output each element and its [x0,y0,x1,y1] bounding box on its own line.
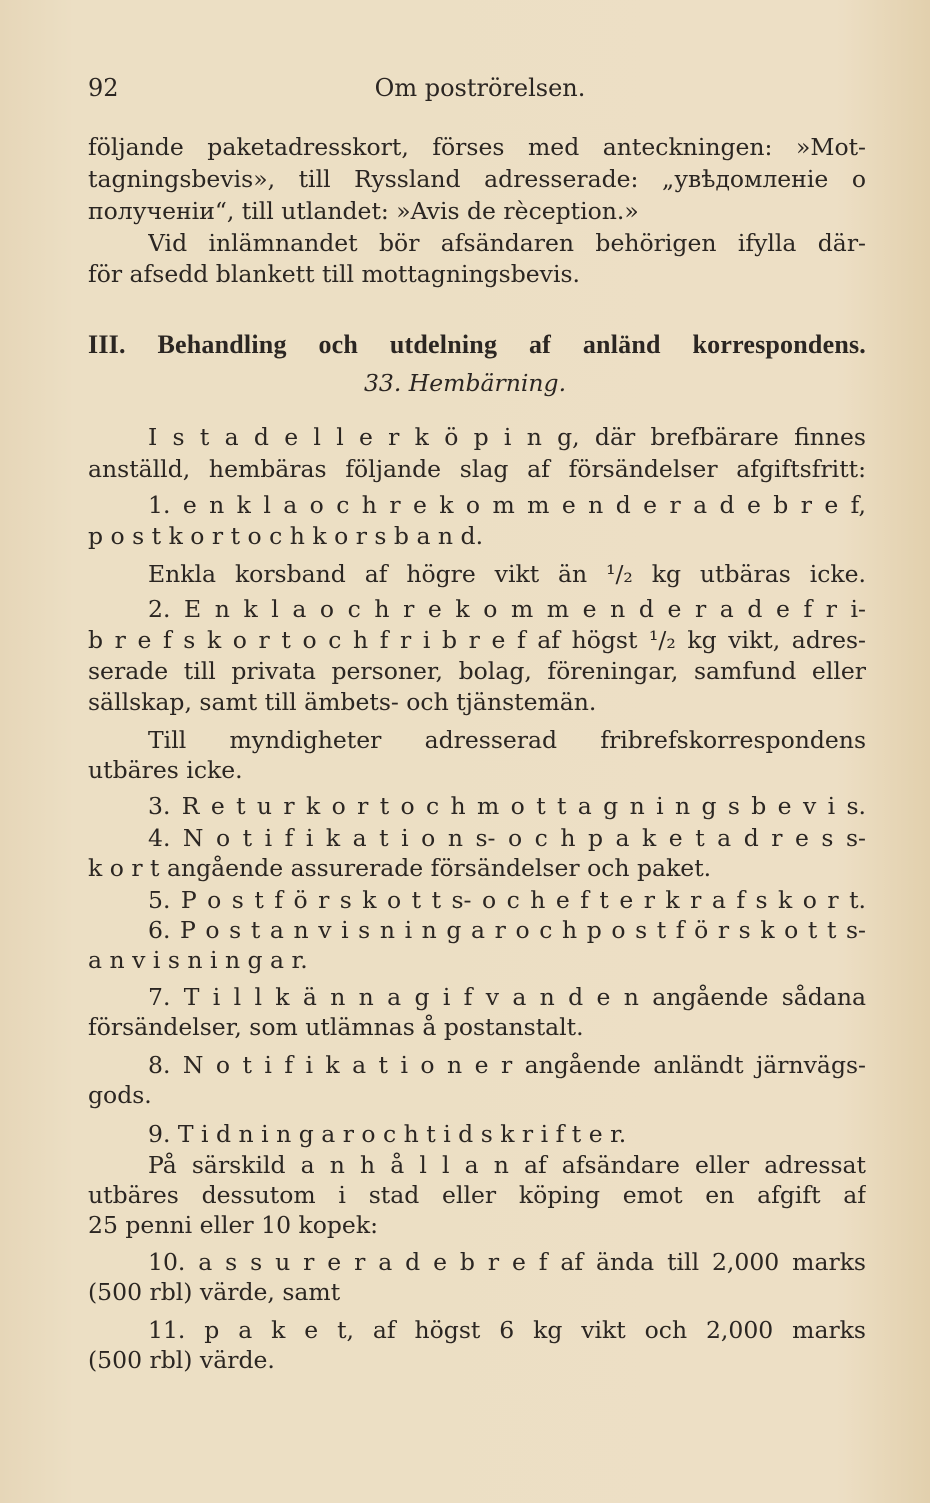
text-line: 6. P o s t a n v i s n i n g a r o c h p o s t f ö r s k o t t s- [148,916,866,944]
text-line: 4. N o t i f i k a t i o n s- o c h p a k e t a d r e s s- [148,824,866,852]
subsection-heading: 33. Hembärning. [363,369,567,397]
text-line: k o r t angående assurerade försändelser och paket. [88,854,712,882]
text-line: Enkla korsband af högre vikt än ¹/₂ kg utbäras icke. [148,560,866,588]
text-line: 1. e n k l a o c h r e k o m m e n d e r a d e b r e f, [148,491,866,519]
text-line: (500 rbl) värde, samt [88,1278,341,1306]
text-line: följande paketadresskort, förses med anteckningen: »Mot- [88,133,866,161]
text-line: 5. P o s t f ö r s k o t t s- o c h e f t e r k r a f s k o r t. [148,886,866,914]
text-line: försändelser, som utlämnas å postanstalt. [88,1013,584,1041]
running-title: Om poströrelsen. [374,74,586,102]
section-heading: III. Behandling och utdelning af anländ korrespondens. [88,330,866,359]
text-line: Till myndigheter adresserad fribrefskorrespondens [148,726,866,754]
text-line: Vid inlämnandet bör afsändaren behörigen ifylla där- [148,229,866,257]
text-line: (500 rbl) värde. [88,1346,275,1374]
text-line: tagningsbevis», till Ryssland adresserade: „увѣдомленіе о [88,165,866,193]
text-line: b r e f s k o r t o c h f r i b r e f af högst ¹/₂ kg vikt, adres- [88,626,866,654]
text-line: anställd, hembäras följande slag af försändelser afgiftsfritt: [88,455,866,483]
text-line: a n v i s n i n g a r. [88,946,308,974]
text-line: 3. R e t u r k o r t o c h m o t t a g n i n g s b e v i s. [148,792,866,820]
text-line: sällskap, samt till ämbets- och tjänstemän. [88,688,597,716]
text-line: 7. T i l l k ä n n a g i f v a n d e n angående sådana [148,983,866,1011]
page-number: 92 [88,74,119,102]
text-line: På särskild a n h å l l a n af afsändare eller adressat [148,1151,866,1179]
text-line: för afsedd blankett till mottagningsbevis. [88,260,580,288]
text-line: serade till privata personer, bolag, föreningar, samfund eller [88,657,866,685]
text-line: utbäres dessutom i stad eller köping emot en afgift af [88,1181,866,1209]
text-line: 11. p a k e t, af högst 6 kg vikt och 2,000 marks [148,1316,866,1344]
text-line: 2. E n k l a o c h r e k o m m e n d e r a d e f r i- [148,595,866,623]
text-line: 8. N o t i f i k a t i o n e r angående anländt järnvägs- [148,1051,866,1079]
text-line: utbäres icke. [88,756,243,784]
text-line: I s t a d e l l e r k ö p i n g, där brefbärare finnes [148,423,866,451]
text-line: p o s t k o r t o c h k o r s b a n d. [88,522,484,550]
text-line: 10. a s s u r e r a d e b r e f af ända till 2,000 marks [148,1248,866,1276]
text-line: 9. T i d n i n g a r o c h t i d s k r i f t e r. [148,1120,627,1148]
text-line: полученіи“, till utlandet: »Avis de rèception.» [88,197,639,225]
text-line: gods. [88,1081,152,1109]
text-line: 25 penni eller 10 kopek: [88,1211,378,1239]
